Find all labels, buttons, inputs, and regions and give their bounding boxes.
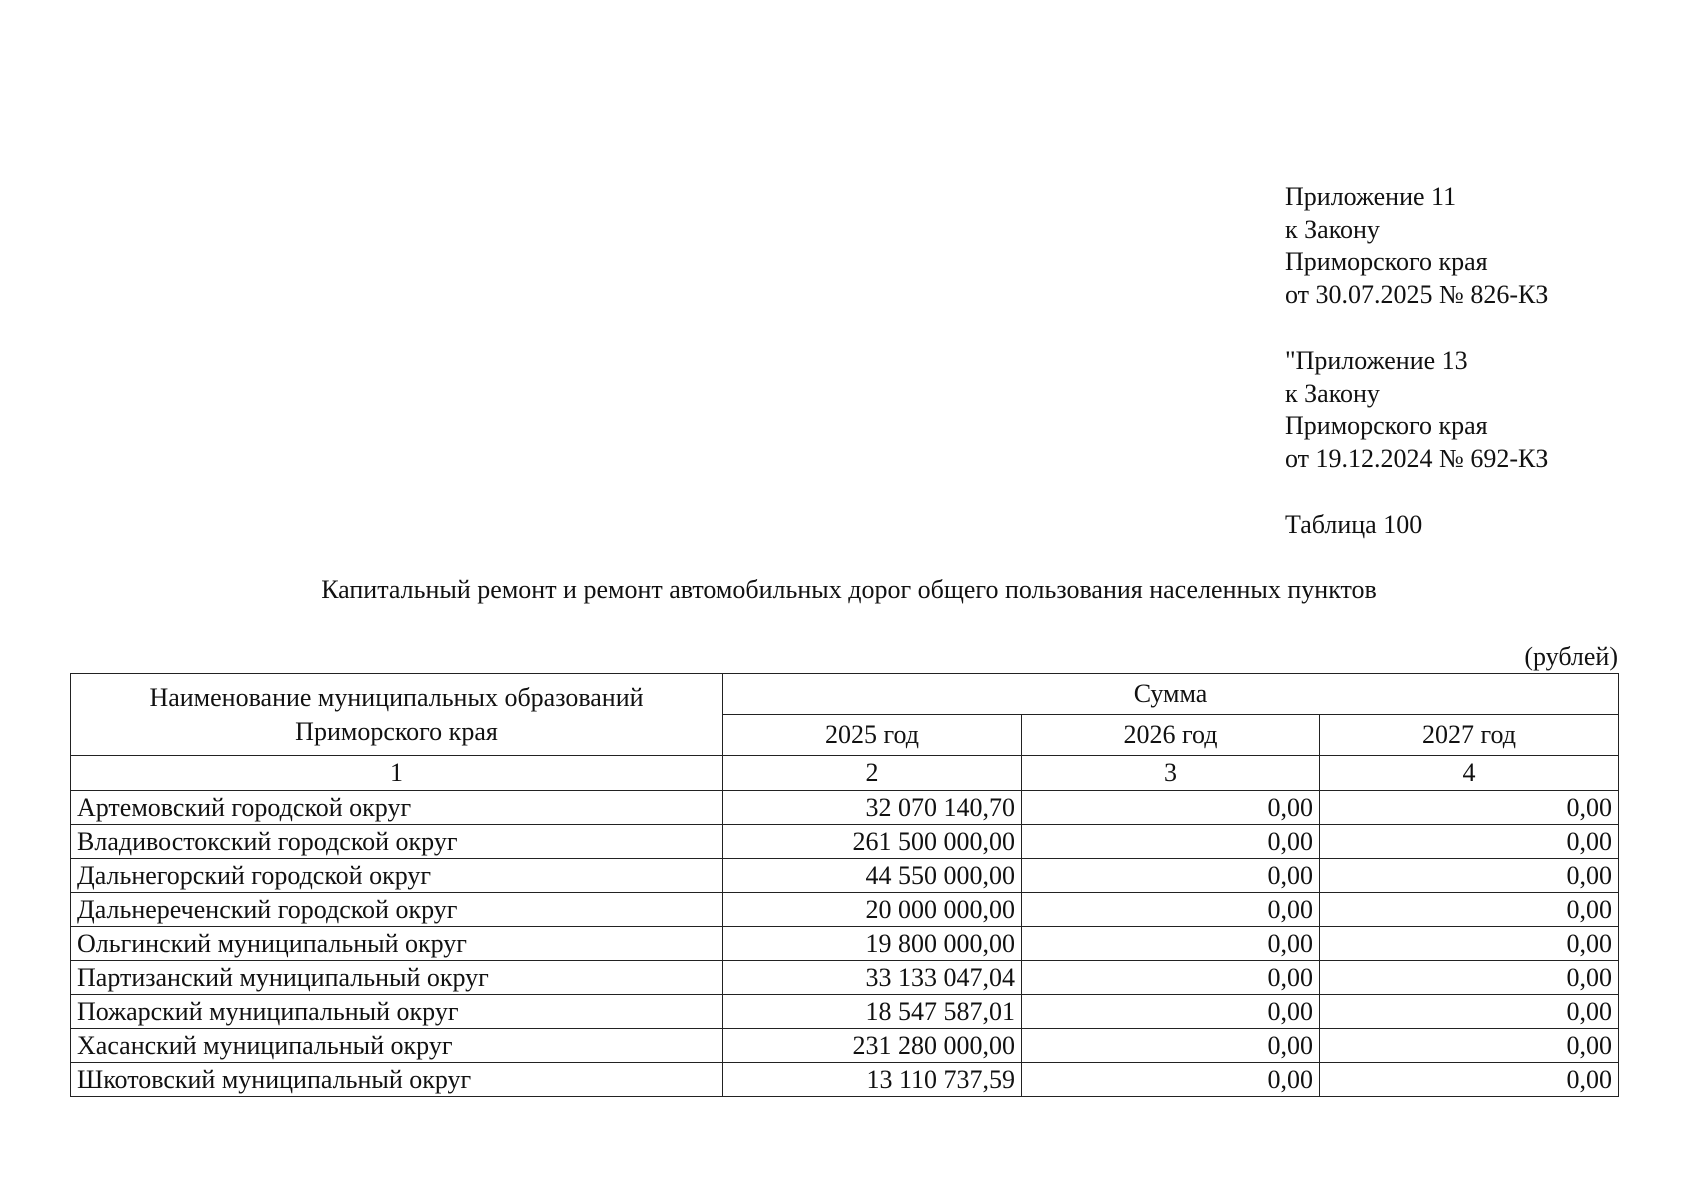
amount-2026: 0,00 [1022, 1063, 1320, 1097]
amount-2025: 20 000 000,00 [723, 893, 1022, 927]
appendix-line: Приморского края [1285, 247, 1488, 276]
table-row [71, 825, 1619, 859]
amount-2025: 33 133 047,04 [723, 961, 1022, 995]
amount-2025: 231 280 000,00 [723, 1029, 1022, 1063]
appendix-line: Приложение 11 [1285, 182, 1457, 211]
table-row [71, 1029, 1619, 1063]
municipality-name: Артемовский городской округ [71, 791, 723, 825]
table-row [71, 995, 1619, 1029]
appendix-line: к Закону [1285, 214, 1380, 244]
table-row [71, 893, 1619, 927]
header-sum: Сумма [723, 674, 1619, 715]
amount-2026: 0,00 [1022, 927, 1320, 961]
table-row [71, 927, 1619, 961]
table-number: Таблица 100 [1285, 510, 1423, 539]
table-row [71, 1063, 1619, 1097]
appendix-line: от 30.07.2025 № 826-КЗ [1285, 279, 1549, 309]
amount-2026: 0,00 [1022, 825, 1320, 859]
amount-2025: 18 547 587,01 [723, 995, 1022, 1029]
column-number: 1 [71, 756, 723, 791]
amount-2026: 0,00 [1022, 961, 1320, 995]
amount-2026: 0,00 [1022, 859, 1320, 893]
amount-2027: 0,00 [1320, 791, 1619, 825]
column-number: 4 [1320, 756, 1619, 791]
amended-appendix-line: Приморского края [1285, 411, 1488, 440]
appendix-reference [1285, 181, 1548, 311]
amount-2026: 0,00 [1022, 995, 1320, 1029]
municipality-name: Дальнегорский городской округ [71, 859, 723, 893]
amount-2027: 0,00 [1320, 995, 1619, 1029]
header-year-2025: 2025 год [723, 715, 1022, 756]
municipality-name: Пожарский муниципальный округ [71, 995, 723, 1029]
amount-2025: 44 550 000,00 [723, 859, 1022, 893]
table-row [71, 791, 1619, 825]
funding-table [70, 673, 1619, 1097]
amended-appendix-line: от 19.12.2024 № 692-КЗ [1285, 443, 1549, 473]
table-row [71, 859, 1619, 893]
municipality-name: Шкотовский муниципальный округ [71, 1063, 723, 1097]
amount-2027: 0,00 [1320, 1063, 1619, 1097]
document-title: Капитальный ремонт и ремонт автомобильных дорог общего пользования населенных пунктов [321, 575, 1377, 604]
municipality-name: Ольгинский муниципальный округ [71, 927, 723, 961]
header-year-2026: 2026 год [1022, 715, 1320, 756]
amount-2027: 0,00 [1320, 859, 1619, 893]
column-number: 3 [1022, 756, 1320, 791]
amended-appendix-line: "Приложение 13 [1285, 346, 1468, 375]
amended-appendix-line: к Закону [1285, 378, 1380, 408]
column-number-row [71, 756, 1619, 791]
amended-appendix-reference [1285, 345, 1548, 475]
header-row [71, 674, 1619, 715]
municipality-name: Дальнереченский городской округ [71, 893, 723, 927]
amount-2026: 0,00 [1022, 893, 1320, 927]
amount-2025: 13 110 737,59 [723, 1063, 1022, 1097]
amount-2026: 0,00 [1022, 791, 1320, 825]
header-year-2027: 2027 год [1320, 715, 1619, 756]
amount-2025: 19 800 000,00 [723, 927, 1022, 961]
amount-2027: 0,00 [1320, 1029, 1619, 1063]
amount-2026: 0,00 [1022, 1029, 1320, 1063]
units-label: (рублей) [1524, 642, 1618, 671]
column-number: 2 [723, 756, 1022, 791]
table-row [71, 961, 1619, 995]
amount-2027: 0,00 [1320, 825, 1619, 859]
header-municipality: Наименование муниципальных образований Приморского края [71, 674, 723, 756]
municipality-name: Партизанский муниципальный округ [71, 961, 723, 995]
amount-2025: 261 500 000,00 [723, 825, 1022, 859]
municipality-name: Хасанский муниципальный округ [71, 1029, 723, 1063]
municipality-name: Владивостокский городской округ [71, 825, 723, 859]
amount-2025: 32 070 140,70 [723, 791, 1022, 825]
amount-2027: 0,00 [1320, 961, 1619, 995]
amount-2027: 0,00 [1320, 927, 1619, 961]
amount-2027: 0,00 [1320, 893, 1619, 927]
